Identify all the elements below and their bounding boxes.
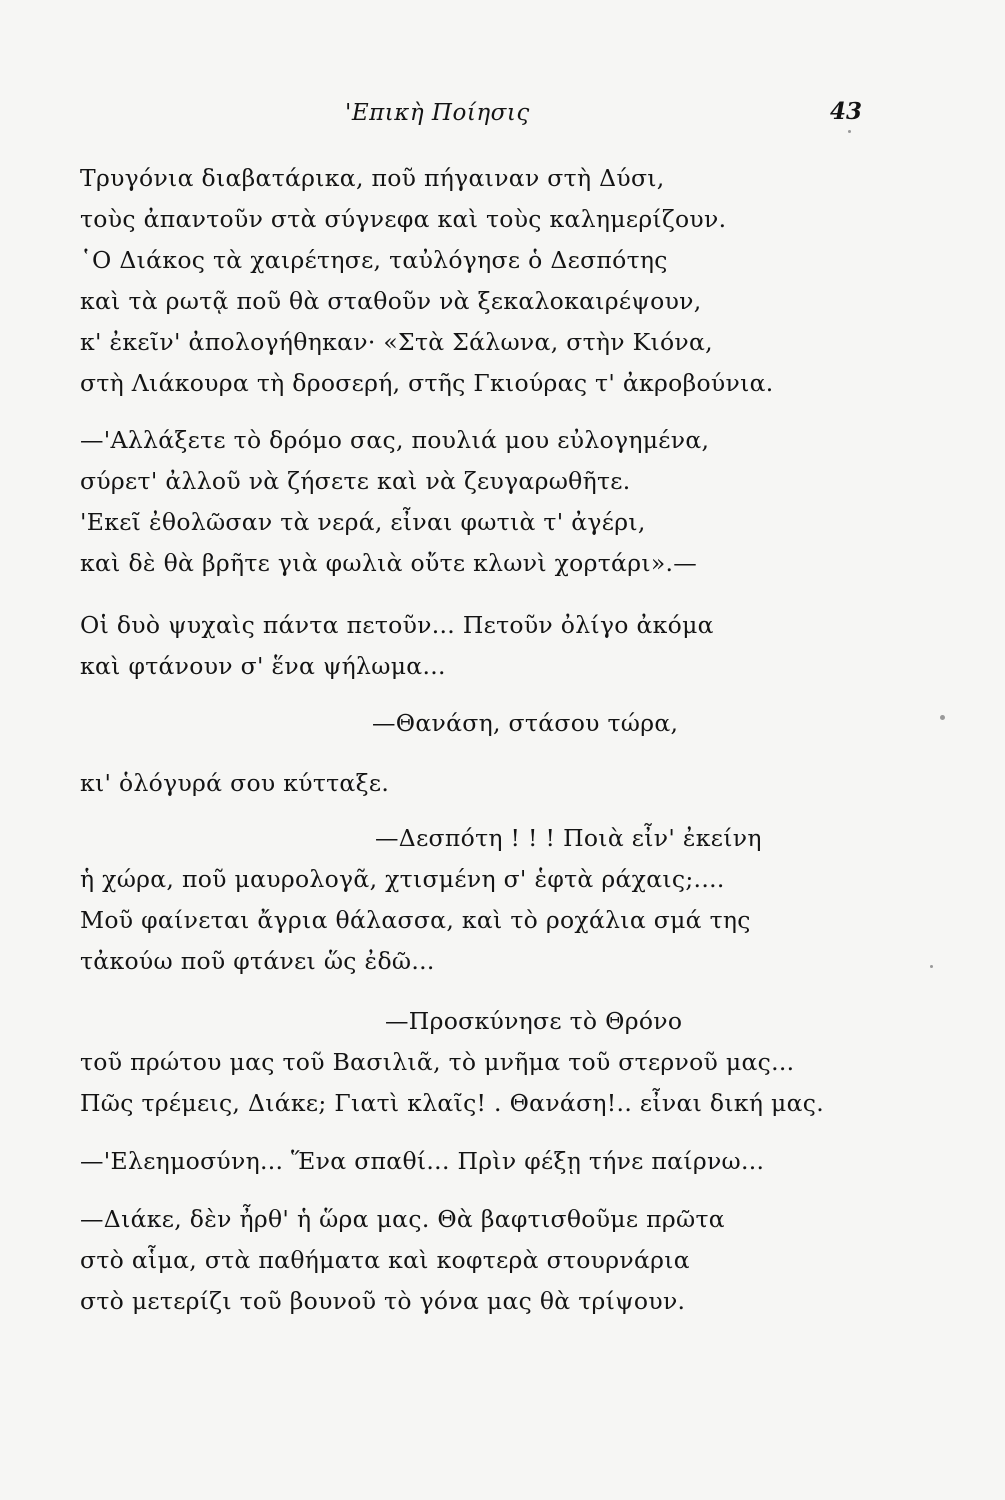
running-head (0, 96, 1005, 136)
poem-line: Μοῦ φαίνεται ἄγρια θάλασσα, καὶ τὸ ροχάλια σμά της (80, 906, 751, 934)
poem-line: —'Αλλάξετε τὸ δρόμο σας, πουλιά μου εὐλογημένα, (80, 426, 710, 454)
poem-line: κ' ἐκεῖν' ἀπολογήθηκαν· «Στὰ Σάλωνα, στὴν Κιόνα, (80, 328, 713, 356)
poem-line: ῾Ο Διάκος τὰ χαιρέτησε, ταὐλόγησε ὁ Δεσπότης (80, 246, 668, 274)
poem-line: σύρετ' ἀλλοῦ νὰ ζήσετε καὶ νὰ ζευγαρωθῆτε. (80, 467, 631, 495)
page-number: 43 (830, 98, 863, 125)
poem-line: Πῶς τρέμεις, Διάκε; Γιατὶ κλαῖς! . Θανάση!.. εἶναι δική μας. (80, 1089, 824, 1117)
poem-line: ἡ χώρα, ποῦ μαυρολογᾶ, χτισμένη σ' ἑφτὰ ράχαις;.... (80, 865, 725, 893)
poem-line: στὸ αἷμα, στὰ παθήματα καὶ κοφτερὰ στουρνάρια (80, 1246, 690, 1274)
poem-line: Τρυγόνια διαβατάρικα, ποῦ πήγαιναν στὴ Δύσι, (80, 164, 665, 192)
paper-speck (940, 715, 945, 720)
poem-line: τἀκούω ποῦ φτάνει ὥς ἐδῶ... (80, 947, 435, 975)
poem-line: κι' ὁλόγυρά σου κύτταξε. (80, 769, 390, 797)
poem-line: Οἱ δυὸ ψυχαὶς πάντα πετοῦν... Πετοῦν ὀλίγο ἀκόμα (80, 611, 714, 639)
running-title: 'Επικὴ Ποίησις (345, 100, 530, 126)
poem-line: —Δεσπότη ! ! ! Ποιὰ εἶν' ἐκείνη (375, 824, 762, 852)
poem-line: 'Εκεῖ ἐθολῶσαν τὰ νερά, εἶναι φωτιὰ τ' ἀγέρι, (80, 508, 646, 536)
paper-speck (930, 965, 933, 968)
paper-speck (848, 130, 851, 133)
poem-line: στὴ Λιάκουρα τὴ δροσερή, στῆς Γκιούρας τ' ἀκροβούνια. (80, 369, 774, 397)
poem-line: καὶ τὰ ρωτᾷ ποῦ θὰ σταθοῦν νὰ ξεκαλοκαιρέψουν, (80, 287, 702, 315)
poem-line: καὶ φτάνουν σ' ἕνα ψήλωμα... (80, 652, 446, 680)
poem-line: —Διάκε, δὲν ἦρθ' ἡ ὥρα μας. Θὰ βαφτισθοῦμε πρῶτα (80, 1205, 725, 1233)
poem-line: στὸ μετερίζι τοῦ βουνοῦ τὸ γόνα μας θὰ τρίψουν. (80, 1287, 686, 1315)
poem-line: —Θανάση, στάσου τώρα, (372, 709, 679, 737)
poem-line: —'Ελεημοσύνη... Ἕνα σπαθί... Πρὶν φέξῃ τήνε παίρνω... (80, 1147, 765, 1175)
poem-line: τοῦ πρώτου μας τοῦ Βασιλιᾶ, τὸ μνῆμα τοῦ στερνοῦ μας... (80, 1048, 795, 1076)
poem-line: —Προσκύνησε τὸ Θρόνο (385, 1007, 683, 1035)
poem-line: καὶ δὲ θὰ βρῆτε γιὰ φωλιὰ οὔτε κλωνὶ χορτάρι».— (80, 549, 698, 577)
poem-line: τοὺς ἀπαντοῦν στὰ σύγνεφα καὶ τοὺς καλημερίζουν. (80, 205, 727, 233)
